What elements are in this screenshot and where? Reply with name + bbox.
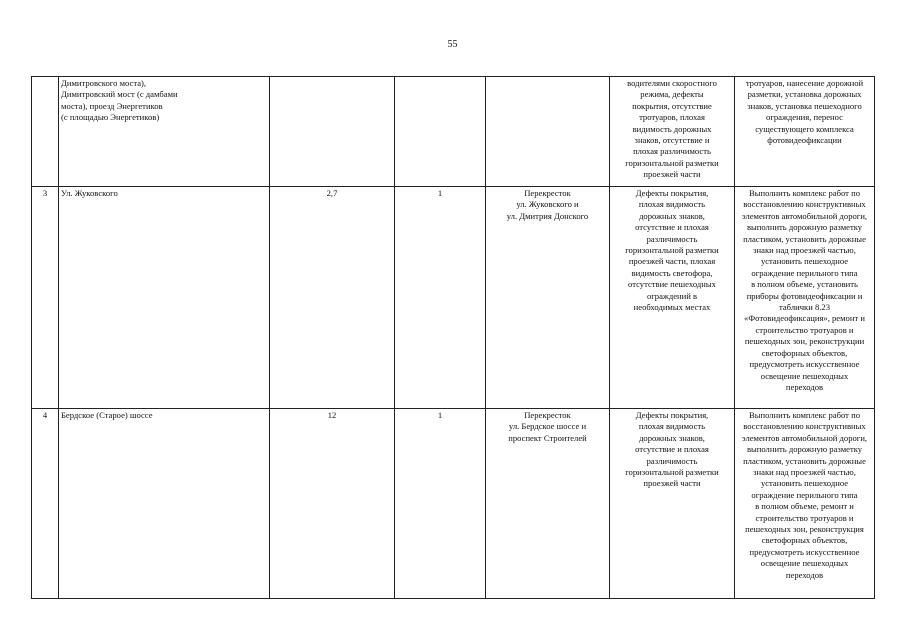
- place-cell: Перекресток ул. Бердское шоссе и проспект Строителей: [486, 409, 610, 599]
- length-cell: 12: [270, 409, 395, 599]
- road-name-cell: Бердское (Старое) шоссе: [59, 409, 270, 599]
- defects-cell: водителями скоростного режима, дефекты покрытия, отсутствие тротуаров, плохая видимость дорожных знаков, отсутствие и плохая различимость горизонтальной разметки проезжей части: [610, 77, 735, 187]
- place-cell: [486, 77, 610, 187]
- table-row: [32, 187, 875, 409]
- row-number-cell: 3: [32, 187, 59, 409]
- measures-cell: Выполнить комплекс работ по восстановлению конструктивных элементов автомобильной дороги, выполнить дорожную разметку пластиком, установить дорожные знаки над проезжей частью, установить пешеходное ограждение перильного типа в полном объеме, установить приборы фотовидеофиксации и таблички 8.23 «Фотовидеофиксация», ремонт и строительство тротуаров и пешеходных зон, реконструкции светофорных объектов, предусмотреть искусственное освещение пешеходных переходов: [735, 187, 875, 409]
- road-name-cell: Димитровского моста), Димитровский мост (с дамбами моста), проезд Энергетиков (с площадью Энергетиков): [59, 77, 270, 187]
- defects-cell: Дефекты покрытия, плохая видимость дорожных знаков, отсутствие и плохая различимость горизонтальной разметки проезжей части, плохая видимость светофора, отсутствие пешеходных ограждений в необходимых местах: [610, 187, 735, 409]
- table-row: [32, 77, 875, 187]
- row-number-cell: [32, 77, 59, 187]
- length-cell: 2,7: [270, 187, 395, 409]
- length-cell: [270, 77, 395, 187]
- row-number-cell: 4: [32, 409, 59, 599]
- measures-cell: тротуаров, нанесение дорожной разметки, установка дорожных знаков, установка пешеходного ограждения, перенос существующего комплекса фотовидеофиксации: [735, 77, 875, 187]
- table-row: [32, 409, 875, 599]
- page-number: 55: [447, 39, 458, 50]
- count-cell: [395, 77, 486, 187]
- defects-cell: Дефекты покрытия, плохая видимость дорожных знаков, отсутствие и плохая различимость горизонтальной разметки проезжей части: [610, 409, 735, 599]
- road-name-cell: Ул. Жуковского: [59, 187, 270, 409]
- measures-cell: Выполнить комплекс работ по восстановлению конструктивных элементов автомобильной дороги, выполнить дорожную разметку пластиком, установить дорожные знаки над проезжей частью, установить пешеходное ограждение перильного типа в полном объеме, ремонт и строительство тротуаров и пешеходных зон, реконструкция светофорных объектов, предусмотреть искусственное освещение пешеходных переходов: [735, 409, 875, 599]
- count-cell: 1: [395, 187, 486, 409]
- road-safety-table: [31, 76, 875, 599]
- count-cell: 1: [395, 409, 486, 599]
- place-cell: Перекресток ул. Жуковского и ул. Дмитрия Донского: [486, 187, 610, 409]
